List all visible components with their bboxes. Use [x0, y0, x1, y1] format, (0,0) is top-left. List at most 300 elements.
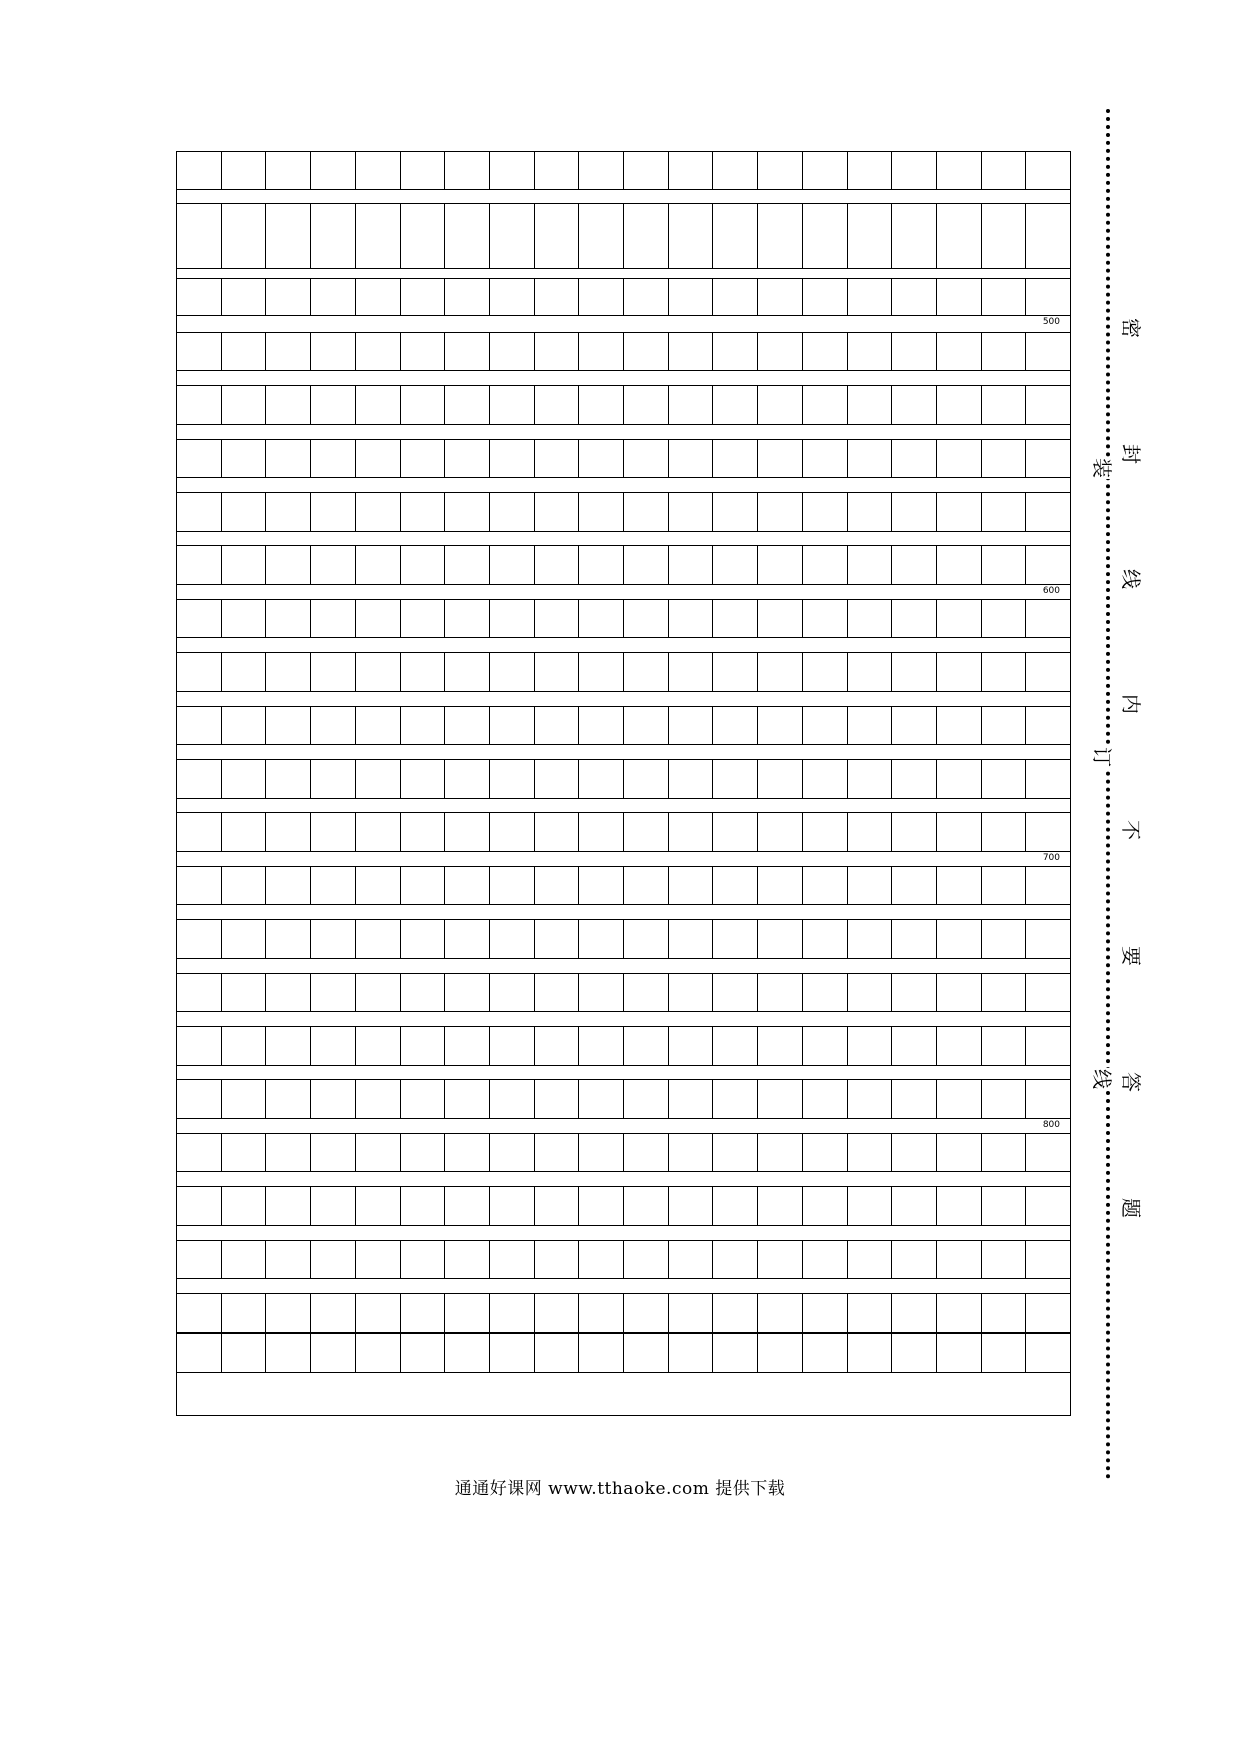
grid-cell [266, 974, 311, 1011]
grid-cell [535, 653, 580, 691]
grid-cell [445, 1294, 490, 1332]
grid-cell [848, 279, 893, 315]
character-count-marker: 500 [1042, 317, 1060, 327]
grid-cell [624, 974, 669, 1011]
grid-cell [222, 1241, 267, 1278]
grid-cell [490, 152, 535, 189]
grid-cell [803, 813, 848, 851]
grid-cell [535, 1241, 580, 1278]
grid-cell [445, 653, 490, 691]
grid-cell [848, 1027, 893, 1065]
grid-row [177, 599, 1070, 638]
grid-cell [669, 1241, 714, 1278]
grid-cell [222, 600, 267, 637]
grid-cell [982, 813, 1027, 851]
grid-cell [445, 279, 490, 315]
grid-cell [713, 1134, 758, 1171]
grid-cell [982, 279, 1027, 315]
grid-cell [892, 493, 937, 531]
grid-cell [311, 493, 356, 531]
grid-cell [401, 1294, 446, 1332]
grid-cell [758, 1080, 803, 1118]
grid-cell [892, 1334, 937, 1372]
grid-cell [892, 1187, 937, 1225]
grid-cell [803, 1241, 848, 1278]
grid-cell [624, 546, 669, 584]
grid-cell [490, 653, 535, 691]
grid-cell [311, 279, 356, 315]
seal-char-outer: 答 [1119, 1072, 1143, 1092]
grid-cell [266, 920, 311, 958]
grid-cell [535, 1080, 580, 1118]
grid-cell [1026, 1187, 1070, 1225]
grid-cell [624, 152, 669, 189]
grid-cell [937, 707, 982, 744]
grid-cell [937, 1187, 982, 1225]
grid-cell [758, 867, 803, 904]
grid-cell [982, 600, 1027, 637]
grid-cell [579, 813, 624, 851]
grid-cell [535, 1027, 580, 1065]
grid-cell [490, 440, 535, 477]
grid-cell [803, 1334, 848, 1372]
grid-cell [937, 813, 982, 851]
grid-cell [445, 1241, 490, 1278]
grid-cell [937, 333, 982, 370]
grid-cell [490, 333, 535, 370]
grid-cell [445, 1027, 490, 1065]
grid-cell [669, 707, 714, 744]
grid-cell [892, 333, 937, 370]
grid-cell [535, 204, 580, 268]
grid-cell [758, 152, 803, 189]
grid-cell [311, 867, 356, 904]
grid-cell [445, 867, 490, 904]
grid-cell [579, 600, 624, 637]
character-count-marker: 800 [1042, 1120, 1060, 1130]
grid-row [177, 332, 1070, 371]
grid-cell [1026, 1334, 1070, 1372]
grid-cell [356, 386, 401, 424]
grid-cell [311, 920, 356, 958]
grid-cell [1026, 974, 1070, 1011]
grid-row [177, 545, 1070, 585]
grid-row [177, 203, 1070, 269]
grid-cell [713, 546, 758, 584]
grid-cell [177, 974, 222, 1011]
grid-cell [445, 813, 490, 851]
grid-cell [803, 279, 848, 315]
grid-cell [266, 1134, 311, 1171]
grid-cell [177, 920, 222, 958]
grid-cell [1026, 1080, 1070, 1118]
grid-cell [177, 152, 222, 189]
grid-cell [356, 204, 401, 268]
grid-cell [1026, 1134, 1070, 1171]
grid-cell [177, 813, 222, 851]
grid-cell [222, 813, 267, 851]
grid-cell [713, 1027, 758, 1065]
grid-cell [848, 333, 893, 370]
grid-cell [713, 152, 758, 189]
grid-cell [803, 867, 848, 904]
grid-row [177, 1293, 1070, 1333]
grid-cell [624, 1080, 669, 1118]
grid-cell [177, 653, 222, 691]
grid-cell [1026, 1294, 1070, 1332]
grid-cell [535, 974, 580, 1011]
grid-cell [624, 760, 669, 798]
grid-row [177, 759, 1070, 799]
grid-cell [848, 813, 893, 851]
grid-cell [311, 152, 356, 189]
grid-cell [311, 600, 356, 637]
grid-cell [892, 204, 937, 268]
grid-cell [401, 813, 446, 851]
grid-row [177, 973, 1070, 1012]
grid-cell [535, 813, 580, 851]
grid-cell [848, 1187, 893, 1225]
grid-cell [892, 653, 937, 691]
grid-cell [535, 386, 580, 424]
grid-cell [669, 1334, 714, 1372]
grid-cell [356, 867, 401, 904]
grid-cell [490, 1080, 535, 1118]
grid-cell [892, 813, 937, 851]
grid-cell [892, 1080, 937, 1118]
grid-cell [713, 1334, 758, 1372]
grid-cell [937, 920, 982, 958]
grid-cell [669, 813, 714, 851]
grid-cell [401, 204, 446, 268]
grid-cell [445, 493, 490, 531]
grid-cell [579, 204, 624, 268]
grid-cell [713, 204, 758, 268]
grid-cell [401, 1134, 446, 1171]
grid-cell [937, 1334, 982, 1372]
grid-cell [982, 204, 1027, 268]
grid-cell [713, 974, 758, 1011]
grid-cell [490, 493, 535, 531]
grid-cell [445, 1134, 490, 1171]
grid-cell [222, 204, 267, 268]
grid-cell [713, 333, 758, 370]
grid-cell [758, 760, 803, 798]
grid-cell [669, 152, 714, 189]
grid-cell [758, 600, 803, 637]
grid-cell [535, 920, 580, 958]
grid-cell [445, 1080, 490, 1118]
grid-cell [401, 1187, 446, 1225]
grid-cell [758, 493, 803, 531]
grid-cell [311, 386, 356, 424]
grid-cell [445, 600, 490, 637]
grid-cell [177, 546, 222, 584]
grid-cell [803, 920, 848, 958]
grid-cell [401, 1334, 446, 1372]
grid-cell [803, 1187, 848, 1225]
grid-cell [982, 1241, 1027, 1278]
grid-cell [624, 1294, 669, 1332]
grid-cell [982, 974, 1027, 1011]
grid-cell [937, 152, 982, 189]
grid-cell [490, 1134, 535, 1171]
grid-cell [848, 760, 893, 798]
grid-cell [937, 1241, 982, 1278]
grid-cell [848, 867, 893, 904]
grid-cell [177, 440, 222, 477]
grid-cell [579, 760, 624, 798]
grid-row [177, 152, 1070, 190]
grid-cell [401, 279, 446, 315]
grid-cell [356, 1241, 401, 1278]
grid-cell [848, 546, 893, 584]
grid-cell [490, 279, 535, 315]
grid-cell [535, 546, 580, 584]
grid-cell [669, 1294, 714, 1332]
grid-cell [713, 1080, 758, 1118]
grid-cell [624, 867, 669, 904]
grid-cell [803, 653, 848, 691]
grid-cell [177, 493, 222, 531]
grid-cell [401, 1080, 446, 1118]
grid-cell [669, 1080, 714, 1118]
grid-cell [490, 707, 535, 744]
grid-cell [579, 493, 624, 531]
grid-cell [758, 546, 803, 584]
grid-cell [937, 386, 982, 424]
grid-cell [222, 1187, 267, 1225]
grid-row [177, 1333, 1070, 1373]
grid-cell [445, 1187, 490, 1225]
grid-row [177, 866, 1070, 905]
grid-cell [445, 920, 490, 958]
grid-cell [758, 1134, 803, 1171]
grid-cell [624, 440, 669, 477]
grid-cell [803, 1134, 848, 1171]
grid-cell [445, 440, 490, 477]
grid-cell [803, 1294, 848, 1332]
grid-cell [311, 1187, 356, 1225]
grid-cell [848, 653, 893, 691]
grid-cell [356, 653, 401, 691]
grid-cell [713, 1241, 758, 1278]
grid-cell [579, 707, 624, 744]
grid-cell [311, 813, 356, 851]
grid-cell [848, 204, 893, 268]
grid-cell [579, 1027, 624, 1065]
grid-cell [669, 653, 714, 691]
grid-cell [490, 760, 535, 798]
grid-cell [892, 600, 937, 637]
grid-cell [1026, 920, 1070, 958]
grid-cell [624, 279, 669, 315]
grid-cell [803, 333, 848, 370]
grid-cell [356, 600, 401, 637]
grid-cell [222, 279, 267, 315]
grid-cell [222, 152, 267, 189]
grid-cell [713, 600, 758, 637]
grid-cell [982, 707, 1027, 744]
grid-cell [713, 760, 758, 798]
grid-cell [579, 974, 624, 1011]
grid-cell [669, 867, 714, 904]
writing-grid [176, 151, 1071, 1416]
grid-cell [401, 600, 446, 637]
grid-cell [177, 1334, 222, 1372]
grid-cell [669, 333, 714, 370]
grid-cell [982, 760, 1027, 798]
grid-cell [624, 600, 669, 637]
grid-cell [624, 813, 669, 851]
footer-text: 通通好课网 www.tthaoke.com 提供下载 [454, 1479, 786, 1499]
grid-cell [177, 386, 222, 424]
grid-row [177, 439, 1070, 478]
grid-cell [535, 152, 580, 189]
grid-cell [401, 152, 446, 189]
grid-cell [669, 493, 714, 531]
grid-cell [445, 707, 490, 744]
grid-cell [222, 867, 267, 904]
grid-cell [669, 920, 714, 958]
grid-cell [892, 386, 937, 424]
grid-cell [222, 1334, 267, 1372]
grid-cell [892, 546, 937, 584]
grid-cell [356, 333, 401, 370]
grid-cell [1026, 204, 1070, 268]
grid-cell [758, 1027, 803, 1065]
grid-cell [266, 760, 311, 798]
grid-cell [356, 1294, 401, 1332]
grid-cell [669, 760, 714, 798]
grid-cell [758, 707, 803, 744]
grid-cell [445, 974, 490, 1011]
grid-cell [758, 974, 803, 1011]
binding-dotted-line [1106, 109, 1110, 1480]
grid-cell [937, 1294, 982, 1332]
grid-cell [401, 386, 446, 424]
grid-cell [713, 279, 758, 315]
grid-cell [848, 974, 893, 1011]
grid-cell [982, 1027, 1027, 1065]
grid-cell [579, 920, 624, 958]
grid-cell [356, 1080, 401, 1118]
grid-cell [579, 152, 624, 189]
grid-cell [892, 867, 937, 904]
grid-cell [490, 867, 535, 904]
grid-cell [758, 440, 803, 477]
grid-cell [490, 204, 535, 268]
grid-cell [401, 493, 446, 531]
grid-cell [892, 1294, 937, 1332]
grid-row [177, 652, 1070, 692]
grid-cell [490, 1294, 535, 1332]
grid-cell [713, 920, 758, 958]
grid-row [177, 706, 1070, 745]
seal-char-outer: 内 [1119, 694, 1143, 714]
grid-cell [937, 600, 982, 637]
grid-cell [311, 440, 356, 477]
grid-cell [758, 920, 803, 958]
grid-cell [266, 1334, 311, 1372]
grid-cell [892, 1134, 937, 1171]
grid-cell [579, 1241, 624, 1278]
grid-cell [669, 600, 714, 637]
grid-cell [624, 1027, 669, 1065]
grid-cell [177, 1241, 222, 1278]
seal-char-outer: 题 [1119, 1198, 1143, 1218]
grid-cell [311, 333, 356, 370]
grid-cell [624, 1134, 669, 1171]
grid-row [177, 1186, 1070, 1226]
grid-cell [490, 920, 535, 958]
grid-row [177, 385, 1070, 425]
grid-cell [803, 760, 848, 798]
grid-cell [266, 152, 311, 189]
grid-cell [803, 974, 848, 1011]
grid-cell [356, 1027, 401, 1065]
grid-cell [713, 440, 758, 477]
grid-cell [266, 440, 311, 477]
seal-char-inner: 订 [1090, 747, 1114, 767]
grid-cell [1026, 1241, 1070, 1278]
grid-cell [892, 152, 937, 189]
grid-cell [669, 204, 714, 268]
grid-cell [982, 1294, 1027, 1332]
grid-cell [356, 152, 401, 189]
grid-cell [579, 333, 624, 370]
grid-cell [177, 600, 222, 637]
grid-cell [222, 1134, 267, 1171]
grid-cell [713, 707, 758, 744]
grid-cell [490, 1241, 535, 1278]
grid-cell [266, 279, 311, 315]
grid-cell [892, 760, 937, 798]
seal-char-inner: 装 [1090, 458, 1114, 478]
grid-cell [803, 707, 848, 744]
grid-cell [982, 386, 1027, 424]
grid-cell [490, 1334, 535, 1372]
grid-cell [222, 333, 267, 370]
grid-cell [803, 546, 848, 584]
grid-cell [222, 1080, 267, 1118]
grid-cell [222, 920, 267, 958]
grid-cell [848, 600, 893, 637]
grid-cell [177, 1134, 222, 1171]
grid-cell [624, 1187, 669, 1225]
grid-cell [266, 707, 311, 744]
grid-cell [356, 707, 401, 744]
grid-cell [490, 813, 535, 851]
grid-cell [401, 1241, 446, 1278]
grid-cell [356, 546, 401, 584]
grid-row [177, 492, 1070, 532]
grid-cell [535, 1187, 580, 1225]
grid-cell [222, 760, 267, 798]
grid-cell [669, 440, 714, 477]
grid-cell [177, 1080, 222, 1118]
grid-cell [803, 1080, 848, 1118]
grid-cell [982, 920, 1027, 958]
grid-cell [758, 386, 803, 424]
grid-cell [535, 1294, 580, 1332]
grid-cell [848, 1294, 893, 1332]
grid-row [177, 1133, 1070, 1172]
grid-cell [535, 600, 580, 637]
grid-cell [1026, 813, 1070, 851]
grid-cell [713, 1294, 758, 1332]
grid-cell [892, 1027, 937, 1065]
